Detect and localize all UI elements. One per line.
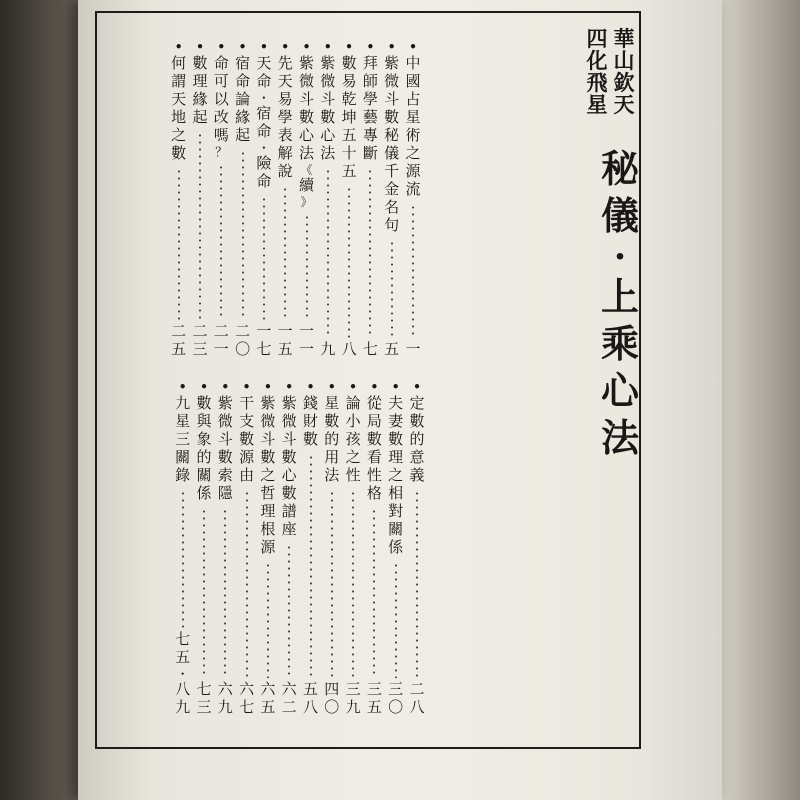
toc-entry-title: 定 數 的 意 義 — [409, 394, 425, 484]
toc-entry[interactable] — [258, 380, 278, 718]
series-title-line2: 四 化 飛 星 — [586, 26, 608, 117]
toc-page-number: 七 — [362, 340, 378, 358]
leader-dots — [182, 490, 184, 628]
toc-entry[interactable] — [279, 380, 299, 718]
toc-entry-title: 數 理 緣 起 — [192, 54, 208, 126]
toc-entry-title: 紫 微 斗 數 心 法 — [320, 54, 336, 162]
toc-entry[interactable] — [382, 40, 402, 360]
toc-entry[interactable] — [211, 40, 231, 360]
leader-dots — [284, 186, 286, 320]
toc-entry[interactable] — [343, 380, 363, 718]
toc-entry[interactable] — [233, 40, 253, 360]
toc-entry-title: 干 支 數 源 由 — [239, 394, 255, 484]
toc-entry[interactable] — [297, 40, 317, 360]
toc-entry-title: 何 謂 天 地 之 數 — [171, 54, 187, 162]
leader-dots — [220, 164, 222, 320]
leader-dots — [203, 508, 205, 678]
toc-entry-title: 拜 師 學 藝 專 斷 — [362, 54, 378, 162]
leader-dots — [246, 490, 248, 678]
toc-page-number: 四 〇 — [324, 680, 340, 716]
toc-entry[interactable] — [194, 380, 214, 718]
bullet-icon: • — [302, 38, 311, 56]
toc-entry[interactable] — [301, 380, 321, 718]
toc-entry-title: 從 局 數 看 性 格 — [366, 394, 382, 502]
bullet-icon: • — [199, 378, 209, 396]
toc-entry[interactable] — [173, 380, 193, 718]
toc-page-number: 二 八 — [409, 680, 425, 716]
bullet-icon: • — [259, 38, 269, 56]
toc-entry[interactable] — [322, 380, 342, 718]
toc-page-number: 七 五 ・ 八 九 — [175, 630, 191, 716]
toc-entry-title: 紫 微 斗 數 秘 儀 千 金 名 句 — [384, 54, 400, 234]
toc-page-number: 二 一 — [213, 322, 229, 358]
toc-entry-title: 紫 微 斗 數 之 哲 理 根 源 — [260, 394, 276, 556]
bullet-icon: • — [306, 378, 315, 396]
toc-entry-title: 命 可 以 改 嗎 ？ — [213, 54, 229, 159]
toc-entry[interactable] — [169, 40, 189, 360]
bullet-icon: • — [280, 38, 290, 56]
toc-entry-title: 天 命 ・ 宿 命 ・ 險 命 — [256, 54, 272, 190]
toc-entry[interactable] — [190, 40, 210, 360]
toc-page-number: 六 七 — [239, 680, 255, 716]
toc-page-number: 六 九 — [217, 680, 233, 716]
bullet-icon: • — [195, 38, 205, 56]
bullet-icon: • — [327, 378, 337, 396]
leader-dots — [391, 240, 393, 338]
leader-dots — [263, 196, 265, 320]
toc-page-number: 二 〇 — [235, 322, 251, 358]
toc-page-number: 三 九 — [345, 680, 361, 716]
bullet-icon: • — [174, 38, 184, 56]
leader-dots — [224, 508, 226, 678]
toc-entry[interactable] — [318, 40, 338, 360]
toc-entry[interactable] — [360, 40, 380, 360]
toc-entry-title: 數 與 象 的 關 係 — [196, 394, 212, 502]
leader-dots — [416, 490, 418, 678]
toc-page-number: 五 — [384, 340, 400, 358]
toc-entry-title: 紫 微 斗 數 索 隱 — [217, 394, 233, 502]
toc-page-number: 七 三 — [196, 680, 212, 716]
bullet-icon: • — [242, 378, 252, 396]
toc-entry[interactable] — [215, 380, 235, 718]
leader-dots — [395, 562, 397, 678]
toc-page-number: 六 二 — [281, 680, 297, 716]
leader-dots — [288, 544, 290, 678]
bullet-icon: • — [348, 378, 358, 396]
bullet-icon: • — [263, 378, 273, 396]
toc-entry[interactable] — [237, 380, 257, 718]
toc-entry-title: 錢 財 數 — [302, 394, 318, 448]
toc-page-number: 一 — [405, 340, 421, 358]
leader-dots — [412, 204, 414, 338]
toc-entry[interactable] — [275, 40, 295, 360]
toc-page-number: 三 五 — [366, 680, 382, 716]
bullet-icon: • — [391, 378, 401, 396]
toc-entry[interactable] — [254, 40, 274, 360]
leader-dots — [310, 454, 312, 678]
bullet-icon: • — [412, 378, 422, 396]
leader-dots — [348, 186, 350, 338]
toc-page-number: 六 五 — [260, 680, 276, 716]
toc-page-number: 五 八 — [302, 680, 318, 716]
toc-entry-title: 先 天 易 學 表 解 說 — [277, 54, 293, 180]
leader-dots — [178, 168, 180, 320]
bullet-icon: • — [387, 38, 397, 56]
toc-page-number: 一 五 — [277, 322, 293, 358]
toc-page-number: 三 〇 — [388, 680, 404, 716]
toc-page-number: 八 — [341, 340, 357, 358]
toc-entry-title: 九 星 三 關 錄 — [175, 394, 191, 484]
toc-entry-title: 論 小 孩 之 性 — [345, 394, 361, 484]
toc-page-number: 一 一 — [298, 322, 314, 358]
bullet-icon: • — [284, 378, 294, 396]
bullet-icon: • — [323, 38, 333, 56]
series-title-line1: 華 山 欽 天 — [613, 26, 635, 117]
bullet-icon: • — [220, 378, 230, 396]
bullet-icon: • — [238, 38, 248, 56]
toc-entry-title: 夫 妻 數 理 之 相 對 關 係 — [388, 394, 404, 556]
toc-page-number: 九 — [320, 340, 336, 358]
leader-dots — [242, 150, 244, 320]
leader-dots — [199, 132, 201, 320]
leader-dots — [352, 490, 354, 678]
bullet-icon: • — [178, 378, 188, 396]
toc-page-number: 二 五 — [171, 322, 187, 358]
toc-entry[interactable] — [407, 380, 427, 718]
leader-dots — [327, 168, 329, 338]
toc-page-number: 二 三 — [192, 322, 208, 358]
leader-dots — [331, 490, 333, 678]
main-title: 秘 儀 ・ 上 乘 心 法 — [600, 146, 639, 460]
bullet-icon: • — [344, 38, 354, 56]
leader-dots — [267, 562, 269, 678]
bullet-icon: • — [216, 38, 226, 56]
bullet-icon: • — [369, 378, 379, 396]
leader-dots — [373, 508, 375, 678]
toc-entry-title: 紫 微 斗 數 心 數 譜 座 — [281, 394, 297, 538]
toc-entry-title: 紫 微 斗 數 心 法 《 續 》 — [298, 54, 314, 209]
toc-entry[interactable] — [339, 40, 359, 360]
leader-dots — [369, 168, 371, 338]
toc-entry-title: 宿 命 論 緣 起 — [235, 54, 251, 144]
bullet-icon: • — [408, 38, 418, 56]
toc-entry-title: 星 數 的 用 法 — [324, 394, 340, 484]
toc-entry-title: 數 易 乾 坤 五 十 五 — [341, 54, 357, 180]
bullet-icon: • — [365, 38, 375, 56]
toc-entry[interactable] — [386, 380, 406, 718]
toc-entry[interactable] — [364, 380, 384, 718]
toc-entry-title: 中 國 占 星 術 之 源 流 — [405, 54, 421, 198]
leader-dots — [306, 214, 308, 320]
toc-entry[interactable] — [403, 40, 423, 360]
toc-page-number: 一 七 — [256, 322, 272, 358]
